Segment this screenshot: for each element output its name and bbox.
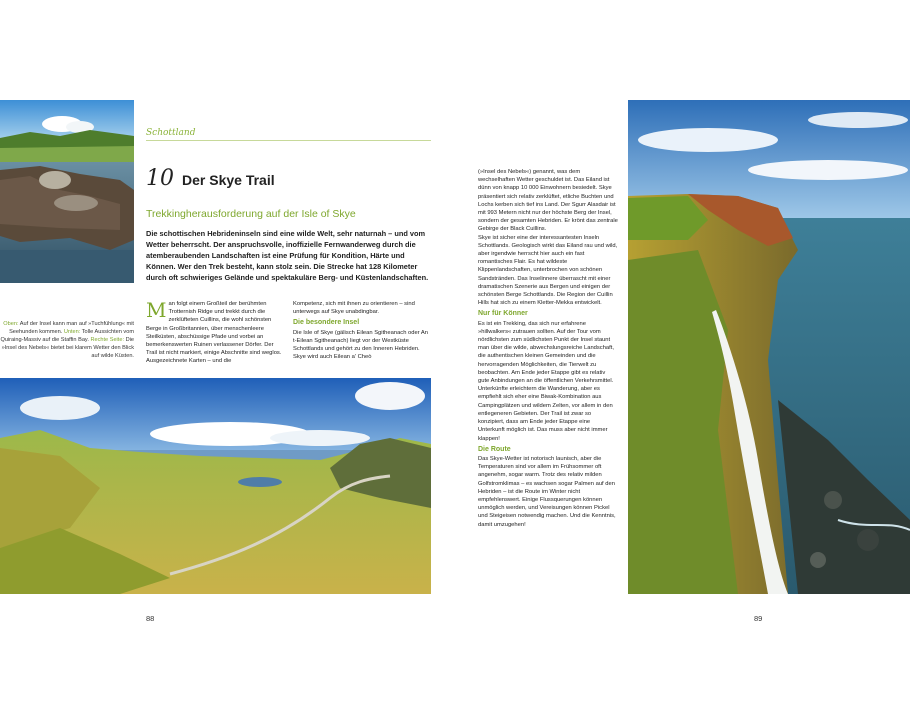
text-column-1 [146, 300, 284, 366]
caption-label-top: Oben: [3, 321, 19, 327]
col3-heading-2: Die Route [478, 445, 511, 453]
page-number-right: 89 [754, 614, 763, 623]
section-label: Schottland [146, 128, 196, 138]
caption-text-bottom: Tolle Aussichten vom Quiraing-Massiv auf die Staffin Bay. [0, 329, 134, 343]
photo-caption [0, 320, 134, 360]
section-divider [146, 140, 431, 141]
chapter-heading: Der Skye Trail [182, 172, 275, 188]
kilt-rock-photo [628, 100, 910, 594]
quiraing-photo [0, 378, 431, 594]
col3-text-1: (»Insel des Nebels«) genannt, was dem wechselhaften Wetter geschuldet ist. Das Eiland ist dünn von knapp 10 000 Einwohnern besiedelt. Skye präsentiert sich relativ zerklüftet, etliche Buchten und Lochs kerben sich tief ins Land. Der Sgurr Alasdair ist mit 993 Metern nicht nur der höchste Berg der Insel, sondern der gesamten Hebriden. Er krönt das zentrale Gebirge der Black Cuillins. [478, 169, 618, 233]
col2-text-1: Kompetenz, sich mit ihnen zu orientieren – sind unterwegs auf Skye unabdingbar. [293, 301, 415, 316]
col3-text-3: Es ist ein Trekking, das sich nur erfahrene »hillwalkers« zutrauen sollten. Auf der Tour vom nördlichsten zum südlichsten Punkt der Insel staunt man über die wilde, abwechslungsreiche Landschaft, die authentischen kleinen Gemeinden und die hervorragenden Möglichkeiten, die Tierwelt zu beobachten. Am Ende jeder Etappe gibt es relativ gute Anbindungen an die öffentlichen Verkehrsmittel. Unterkünfte erleichtern die Wanderung, aber es empfiehlt sich eher eine Biwak-Kombination aus Campingplätzen und wildem Zelten, vor allem in den entlegeneren Gebieten. Der Trail ist zwar so konzipiert, dass am Ende jeder Etappe eine Unterkunft möglich ist. Das muss aber nicht immer klappen! [478, 320, 614, 442]
caption-text-top: Auf der Insel kann man auf »Tuchfühlung« mit Seehunden kommen. [9, 321, 134, 335]
caption-text-right: Die »Insel des Nebels« bietet bei klarem Wetter den Blick auf wilde Küsten. [1, 337, 134, 359]
lead-paragraph: Die schottischen Hebrideninseln sind eine wilde Welt, sehr naturnah – und vom Wetter beherrscht. Der anspruchsvolle, inoffizielle Fernwanderweg durch die atemberaubenden Landschaften ist eine Prüfung für Kondition, Härte und Können. Wer den Trek besteht, kann stolz sein. Die Strecke hat 128 Kilometer durch oft schwieriges Gelände und spektakuläre Berg- und Küstenlandschaften. [146, 229, 429, 282]
drop-cap: M [146, 298, 167, 322]
col2-text-2: Die Isle of Skye (gälisch Eilean Sgitheanach oder An t-Eilean Sgitheanach) liegt vor der Westküste Schottlands und gehört zu den Inneren Hebriden. Skye wird auch Eilean a' Cheò [293, 329, 429, 361]
chapter-subtitle: Trekkingherausforderung auf der Isle of Skye [146, 208, 356, 220]
text-column-2 [293, 300, 431, 361]
caption-label-right: Rechte Seite: [90, 337, 125, 343]
chapter-number: 10 [146, 166, 174, 191]
col3-text-4: Das Skye-Wetter ist notorisch launisch, aber die Temperaturen sind vor allem im Frühsommer oft angenehm, sogar warm. Trotz des relativ milden Golfstromklimas – es wachsen sogar Palmen auf den Hebriden – ist die Route im Winter nicht empfehlenswert. Einige Flussquerungen können unmöglich werden, und Vereisungen können Pickel und Steigeisen notwendig machen. Und die Kenntnis, damit umzugehen! [478, 455, 616, 528]
col3-text-2: Skye ist sicher eine der interessantesten Inseln Schottlands. Geologisch wirkt das Eiland rau und wild, aber irgendwie herrscht hier auch ein fast romantisches Flair. Es hat wildeste Klippenlandschaften, unterbrochen von schönen Sandstränden. Das Inselinnere überrascht mit einer dramatischen Szenerie aus Bergen und einigen der schönsten Berge Schottlands. Die Region der Cuillin Hills hat sich zu einem Kletter-Mekka entwickelt. [478, 234, 618, 307]
caption-label-bottom: Unten: [63, 329, 81, 335]
page-number-left: 88 [146, 614, 155, 623]
col1-text: an folgt einem Großteil der berühmten Trotternish Ridge und trekkt durch die zerklüfteten Cuillins, die wohl schönsten Berge in Großbritannien, über menschenleere Steilküsten, abschüssige Pfade und vorbei an bemerkenswerten Ruinen verlassener Dörfer. Der Trail ist nicht markiert, einige Abschnitte sind weglos. Ausgezeichnete Karten – und die [146, 301, 282, 365]
col3-heading-1: Nur für Könner [478, 310, 528, 318]
seal-photo [0, 100, 134, 283]
text-column-3 [478, 168, 618, 529]
col2-heading: Die besondere Insel [293, 319, 360, 327]
chapter-title [146, 166, 275, 191]
